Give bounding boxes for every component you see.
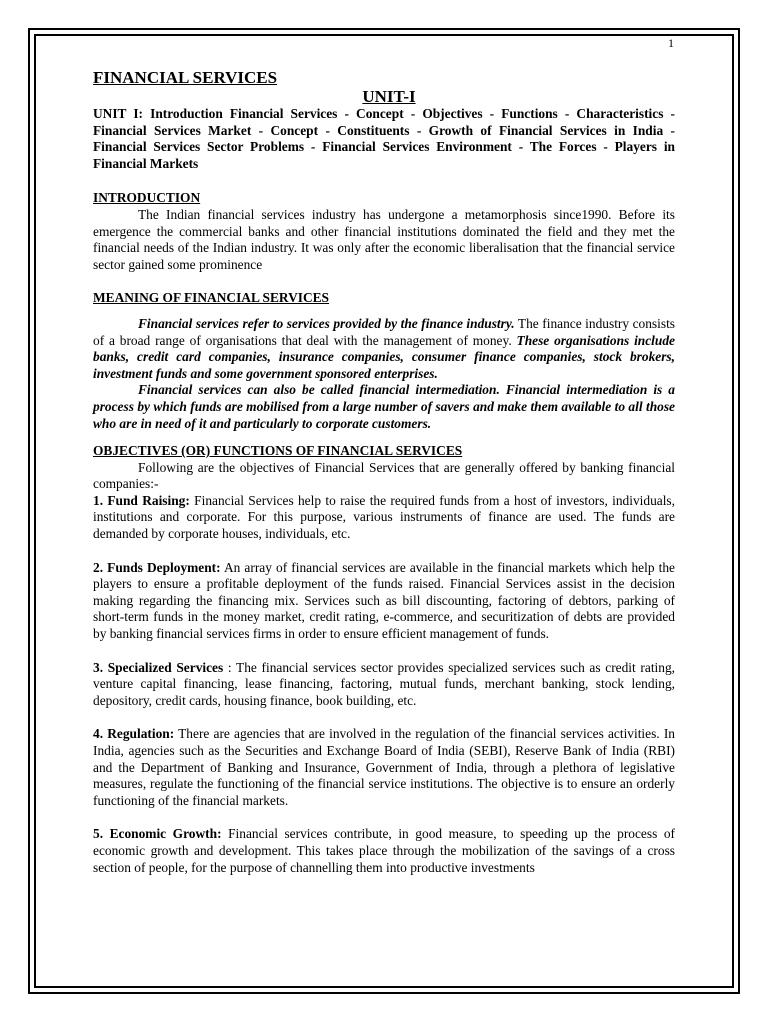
objective-label: 3. Specialized Services	[93, 659, 224, 675]
meaning-definition: Financial services refer to services provided by the finance industry.	[138, 315, 515, 331]
meaning-paragraph-1	[93, 316, 675, 382]
objective-label: 1. Fund Raising:	[93, 492, 190, 508]
unit-title: UNIT-I	[362, 87, 416, 106]
objective-label: 5. Economic Growth:	[93, 826, 222, 842]
objective-text: There are agencies that are involved in the regulation of the financial services activities. In India, agencies such as the Securities and Exchange Board of India (SEBI), Reserve Bank of India (RBI) and the Department of Banking and Insurance, Government of India, through a plethora of legislative measures, regulate the functioning of the financial service institutions. The objective is to ensure an orderly functioning of the financial markets.	[93, 726, 675, 808]
meaning-paragraph-2: Financial services can also be called financial intermediation. Financial intermediation is a process by which funds are mobilised from a large number of savers and make them available to all those who are in need of it and particularly to corporate customers.	[93, 382, 675, 431]
objective-item	[93, 560, 675, 643]
intro-paragraph: The Indian financial services industry has undergone a metamorphosis since1990. Before its emergence the commercial banks and other financial institutions dominated the field and they met the financial needs of the Indian industry. It was only after the economic liberalisation that the financial service sector gained some prominence	[93, 206, 675, 272]
unit-summary: UNIT I: Introduction Financial Services - Concept - Objectives - Functions - Characteristics - Financial Services Market - Concept - Constituents - Growth of Financial Services in India - Financial Services Sector Problems - Financial Services Environment - The Forces - Players in Financial Markets	[93, 106, 675, 171]
objective-item	[93, 493, 675, 543]
objective-item	[93, 826, 675, 876]
page-number: 1	[668, 36, 674, 50]
meaning-text: The finance industry consists of a broad range of organisations that deal with the management of money.	[93, 315, 675, 348]
objective-item	[93, 726, 675, 809]
intro-heading: INTRODUCTION	[93, 190, 201, 206]
objectives-heading: OBJECTIVES (OR) FUNCTIONS OF FINANCIAL SERVICES	[93, 443, 463, 459]
objective-text: Financial Services help to raise the required funds from a host of investors, individuals, institutions and corporate. For this purpose, various instruments of finance are used. The funds are demanded by corporate houses, individuals, etc.	[93, 492, 675, 542]
objective-text: Financial services contribute, in good measure, to speeding up the process of economic growth and development. This takes place through the mobilization of the savings of a cross section of people, for the purpose of channelling them into productive investments	[93, 826, 675, 875]
document-title: FINANCIAL SERVICES	[93, 68, 278, 87]
objective-text: : The financial services sector provides specialized services such as credit rating, venture capital financing, lease financing, factoring, mutual funds, merchant banking, stock lending, depository, credit cards, housing finance, book building, etc.	[93, 659, 675, 708]
meaning-heading: MEANING OF FINANCIAL SERVICES	[93, 290, 330, 306]
meaning-organisations: These organisations include banks, credit card companies, insurance companies, consumer finance companies, stock brokers, investment funds and some government sponsored enterprises.	[93, 332, 675, 381]
objective-item	[93, 660, 675, 710]
objective-text: An array of financial services are available in the financial markets which help the players to ensure a profitable deployment of the funds raised. Financial Services assist in the decision making regarding the financing mix. Services such as bill discounting, factoring of debtors, parking of short-term funds in the money market, credit rating, e-commerce, and securitization of debts are provided by banking financial services firms in order to ensure efficient management of funds.	[93, 559, 675, 642]
objective-label: 4. Regulation:	[93, 726, 175, 742]
objectives-intro: Following are the objectives of Financial Services that are generally offered by banking financial companies:-	[93, 459, 675, 492]
objective-label: 2. Funds Deployment:	[93, 559, 221, 575]
document-body	[93, 68, 675, 876]
